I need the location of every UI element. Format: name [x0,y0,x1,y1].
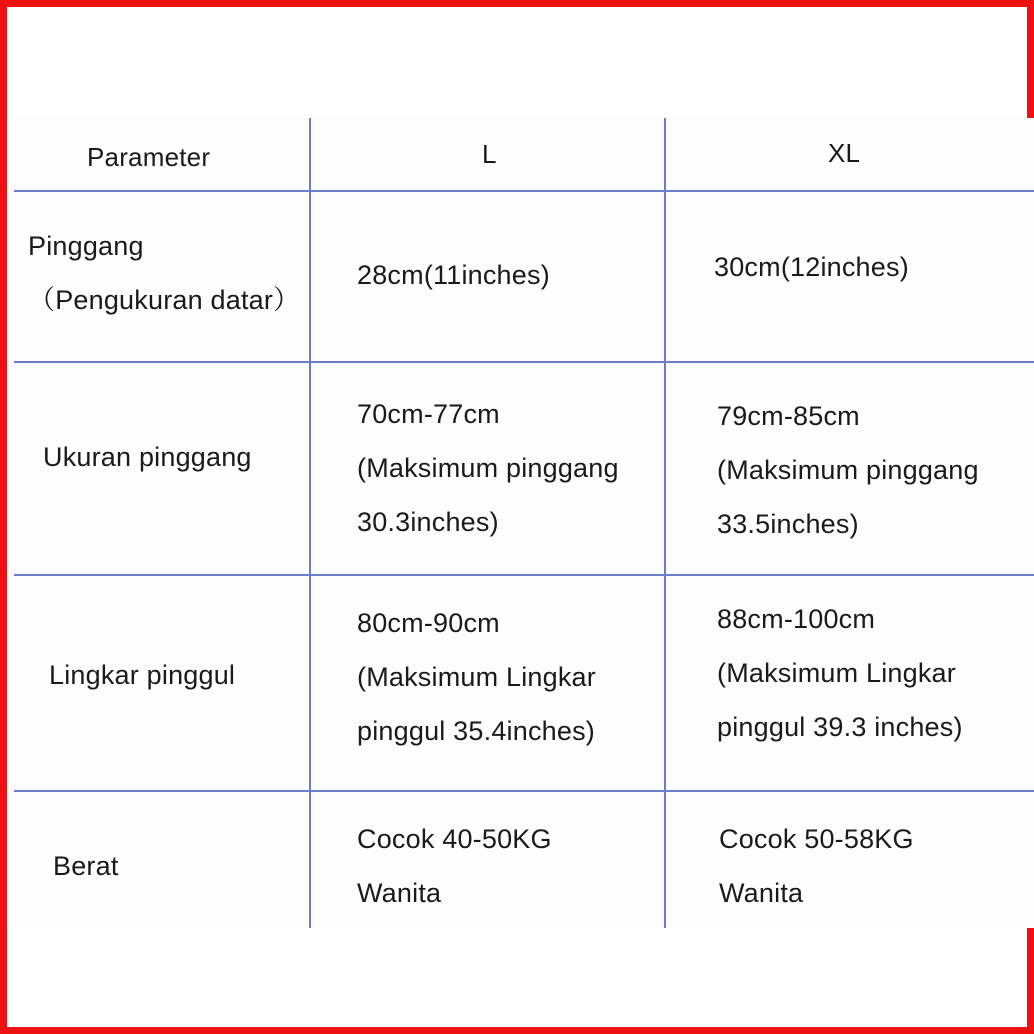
row-divider-2 [14,361,1034,363]
header-parameter: Parameter [87,142,211,172]
row-waist-flat-xl: 30cm(12inches) [714,252,909,282]
row-hip-xl: 88cm-100cm (Maksimum Lingkar pinggul 39.3 inches) [717,604,963,742]
row-divider-4 [14,790,1034,792]
row-waist-flat-parameter: Pinggang （Pengukuran datar） [28,231,301,315]
row-weight-xl: Cocok 50-58KG Wanita [719,824,914,908]
header-size-l: L [482,139,497,169]
row-waist-size-xl: 79cm-85cm (Maksimum pinggang 33.5inches) [717,401,979,539]
row-divider-1 [14,190,1034,192]
row-hip-parameter: Lingkar pinggul [49,660,236,690]
size-chart-table [14,118,1034,928]
row-weight-l: Cocok 40-50KG Wanita [357,824,552,908]
row-waist-size-l: 70cm-77cm (Maksimum pinggang 30.3inches) [357,399,619,537]
row-weight-parameter: Berat [53,851,119,881]
column-divider-2 [664,118,666,928]
row-divider-3 [14,574,1034,576]
header-size-xl: XL [828,138,861,168]
row-hip-l: 80cm-90cm (Maksimum Lingkar pinggul 35.4inches) [357,608,596,746]
row-waist-size-parameter: Ukuran pinggang [43,442,252,472]
column-divider-1 [309,118,311,928]
row-waist-flat-l: 28cm(11inches) [357,260,550,290]
